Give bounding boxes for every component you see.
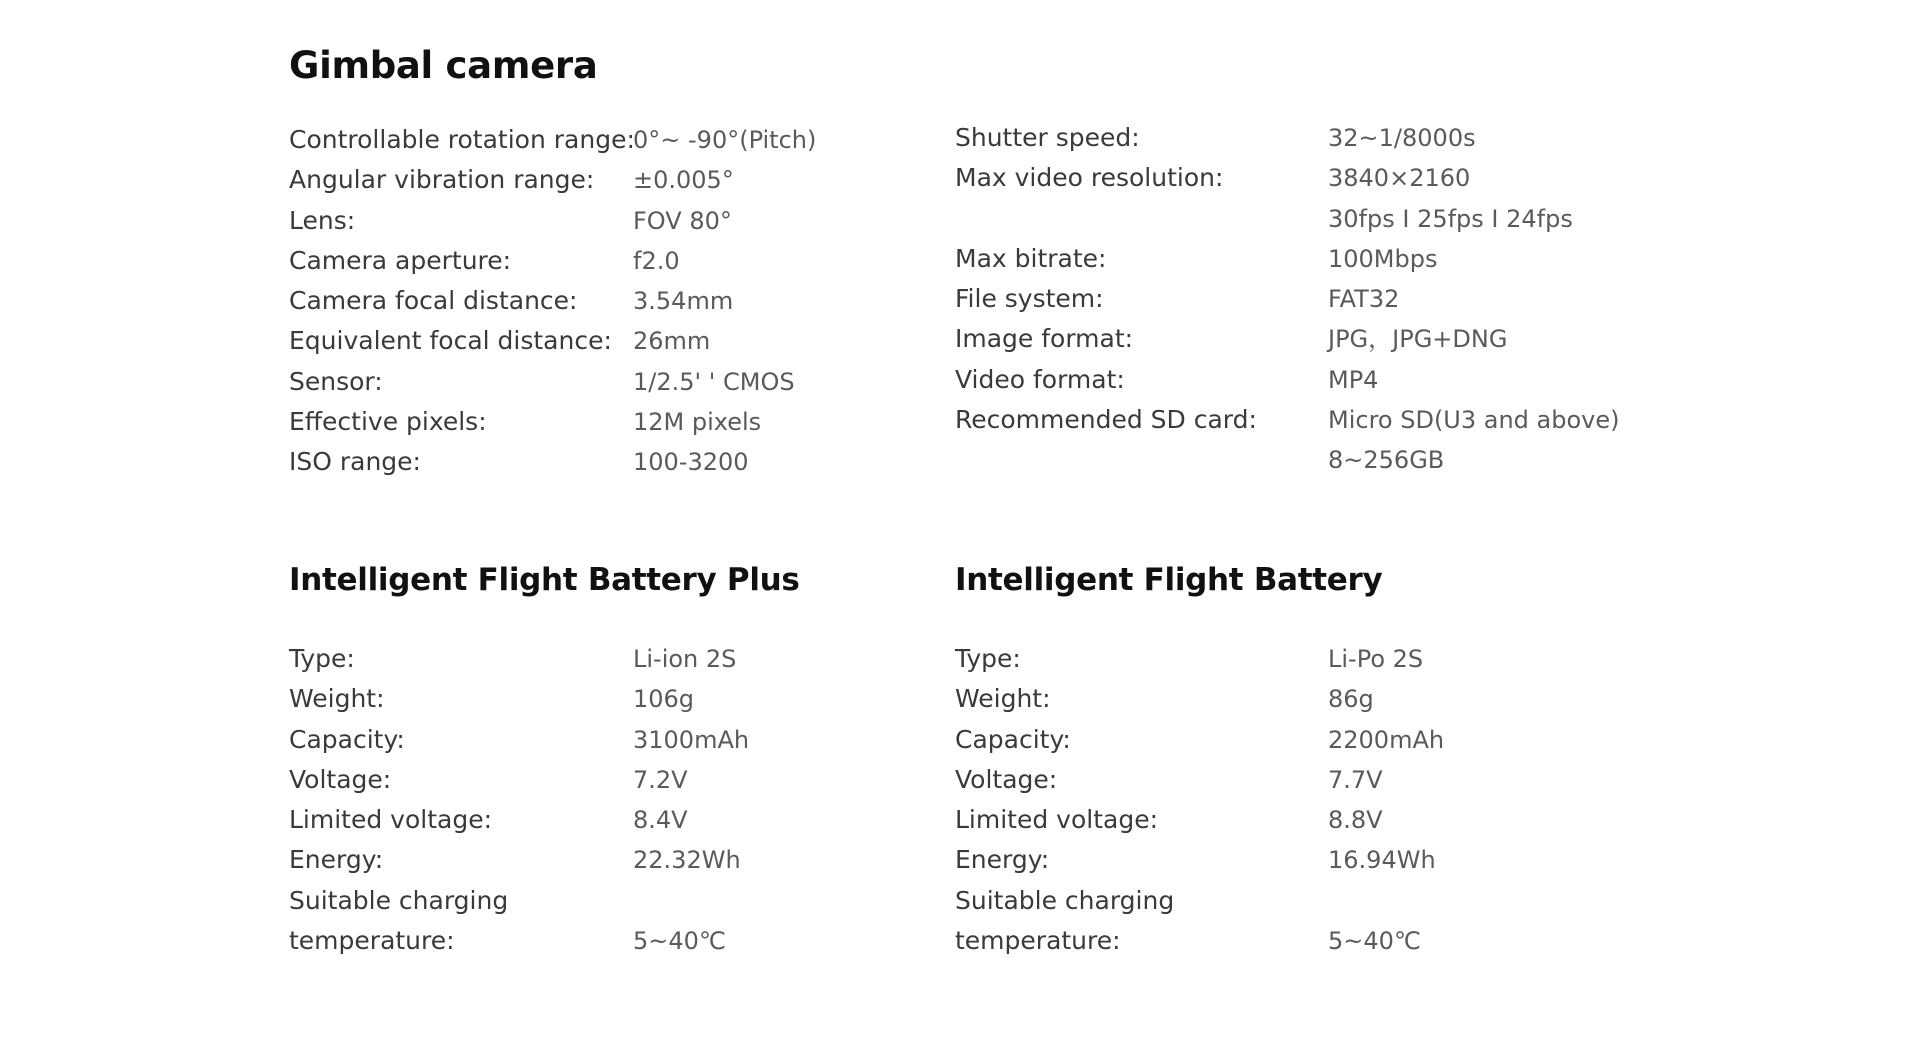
spec-value: 3100mAh: [633, 725, 750, 754]
spec-row: [955, 319, 1675, 359]
spec-value: Li-ion 2S: [633, 645, 737, 673]
spec-label: Max video resolution:: [955, 163, 1224, 193]
spec-label: Recommended SD card:: [955, 405, 1257, 435]
spec-value: 30fps I 25fps I 24fps: [1328, 204, 1573, 233]
spec-label: Voltage:: [955, 764, 1058, 794]
spec-row: [955, 760, 1675, 800]
spec-label: Limited voltage:: [955, 805, 1159, 835]
spec-value: 5~40℃: [633, 927, 726, 956]
spec-row: [289, 800, 929, 840]
spec-label: Image format:: [955, 324, 1134, 354]
section-title-battery-plus: Intelligent Flight Battery Plus: [289, 562, 800, 598]
spec-label: ISO range:: [289, 447, 421, 477]
spec-row: [955, 720, 1675, 760]
spec-label: File system:: [955, 284, 1104, 314]
spec-row: [955, 158, 1675, 198]
spec-row: [955, 440, 1675, 480]
spec-value: 7.2V: [633, 765, 688, 794]
spec-label: temperature:: [289, 926, 455, 956]
spec-row: [955, 118, 1675, 158]
spec-row: [289, 679, 929, 719]
spec-row: [955, 840, 1675, 880]
spec-value: 7.7V: [1328, 765, 1383, 794]
spec-label: Controllable rotation range:: [289, 125, 635, 154]
spec-row: [289, 760, 929, 800]
spec-label: Limited voltage:: [289, 805, 493, 835]
spec-value: ±0.005°: [633, 166, 734, 195]
spec-label: Energy:: [289, 845, 384, 875]
spec-value: 86g: [1328, 685, 1374, 714]
spec-row: [955, 639, 1675, 679]
spec-label: Shutter speed:: [955, 123, 1140, 152]
spec-label: Energy:: [955, 845, 1050, 875]
spec-value: 100-3200: [633, 448, 749, 477]
spec-label: Suitable charging: [955, 885, 1175, 915]
spec-row: [289, 362, 929, 402]
spec-value: JPG，JPG+DNG: [1328, 325, 1508, 354]
spec-value: f2.0: [633, 246, 680, 275]
spec-label: Sensor:: [289, 366, 383, 396]
spec-value: 1/2.5' ' CMOS: [633, 367, 795, 396]
spec-row: [289, 720, 929, 760]
spec-label: Video format:: [955, 364, 1125, 394]
section-title-gimbal-camera: Gimbal camera: [289, 44, 598, 87]
spec-label: Type:: [289, 644, 355, 673]
spec-value: 100Mbps: [1328, 244, 1438, 273]
spec-label: Capacity:: [289, 724, 405, 754]
spec-value: FOV 80°: [633, 206, 732, 235]
spec-row: [289, 639, 929, 679]
spec-value: 3840×2160: [1328, 164, 1471, 193]
spec-value: Li-Po 2S: [1328, 645, 1424, 673]
spec-value: 5~40℃: [1328, 927, 1421, 956]
spec-label: Lens:: [289, 205, 356, 235]
spec-value: 0°~ -90°(Pitch): [633, 126, 817, 154]
gimbal-spec-list-right: [955, 118, 1675, 481]
spec-row: [289, 921, 929, 961]
spec-row: [289, 120, 929, 160]
battery-plus-spec-list: [289, 639, 929, 961]
spec-row: [289, 241, 929, 281]
spec-label: Type:: [955, 644, 1021, 673]
spec-row: [955, 800, 1675, 840]
spec-label: Camera aperture:: [289, 245, 512, 275]
spec-value: 26mm: [633, 327, 711, 356]
spec-label: Effective pixels:: [289, 407, 487, 437]
spec-row: [289, 881, 929, 921]
spec-value: 22.32Wh: [633, 846, 741, 875]
spec-row: [289, 160, 929, 200]
spec-label: Voltage:: [289, 764, 392, 794]
spec-row: [289, 321, 929, 361]
spec-value: Micro SD(U3 and above): [1328, 406, 1620, 435]
spec-row: [955, 199, 1675, 239]
spec-label: temperature:: [955, 926, 1121, 956]
spec-label: Suitable charging: [289, 885, 509, 915]
spec-label: Angular vibration range:: [289, 165, 595, 195]
spec-row: [955, 679, 1675, 719]
spec-value: 12M pixels: [633, 408, 762, 437]
spec-label: Equivalent focal distance:: [289, 326, 612, 356]
spec-value: 8.8V: [1328, 806, 1383, 835]
spec-row: [289, 201, 929, 241]
spec-label: Weight:: [955, 684, 1051, 714]
spec-value: 8~256GB: [1328, 446, 1445, 475]
spec-label: Max bitrate:: [955, 243, 1107, 273]
spec-value: 16.94Wh: [1328, 846, 1436, 875]
spec-row: [289, 402, 929, 442]
spec-value: 8.4V: [633, 806, 688, 835]
gimbal-spec-list-left: [289, 120, 929, 483]
section-title-battery: Intelligent Flight Battery: [955, 562, 1383, 598]
spec-label: Camera focal distance:: [289, 286, 578, 316]
spec-value: 106g: [633, 685, 695, 714]
spec-value: MP4: [1328, 365, 1379, 394]
spec-row: [955, 360, 1675, 400]
spec-value: 2200mAh: [1328, 725, 1445, 754]
spec-row: [955, 400, 1675, 440]
spec-row: [289, 840, 929, 880]
spec-label: Weight:: [289, 684, 385, 714]
battery-spec-list: [955, 639, 1675, 961]
spec-value: 3.54mm: [633, 287, 734, 316]
spec-row: [289, 442, 929, 482]
spec-value: 32~1/8000s: [1328, 124, 1476, 152]
spec-row: [955, 881, 1675, 921]
spec-label: Capacity:: [955, 724, 1071, 754]
spec-value: FAT32: [1328, 285, 1400, 314]
spec-row: [955, 279, 1675, 319]
spec-row: [955, 921, 1675, 961]
spec-row: [955, 239, 1675, 279]
spec-row: [289, 281, 929, 321]
